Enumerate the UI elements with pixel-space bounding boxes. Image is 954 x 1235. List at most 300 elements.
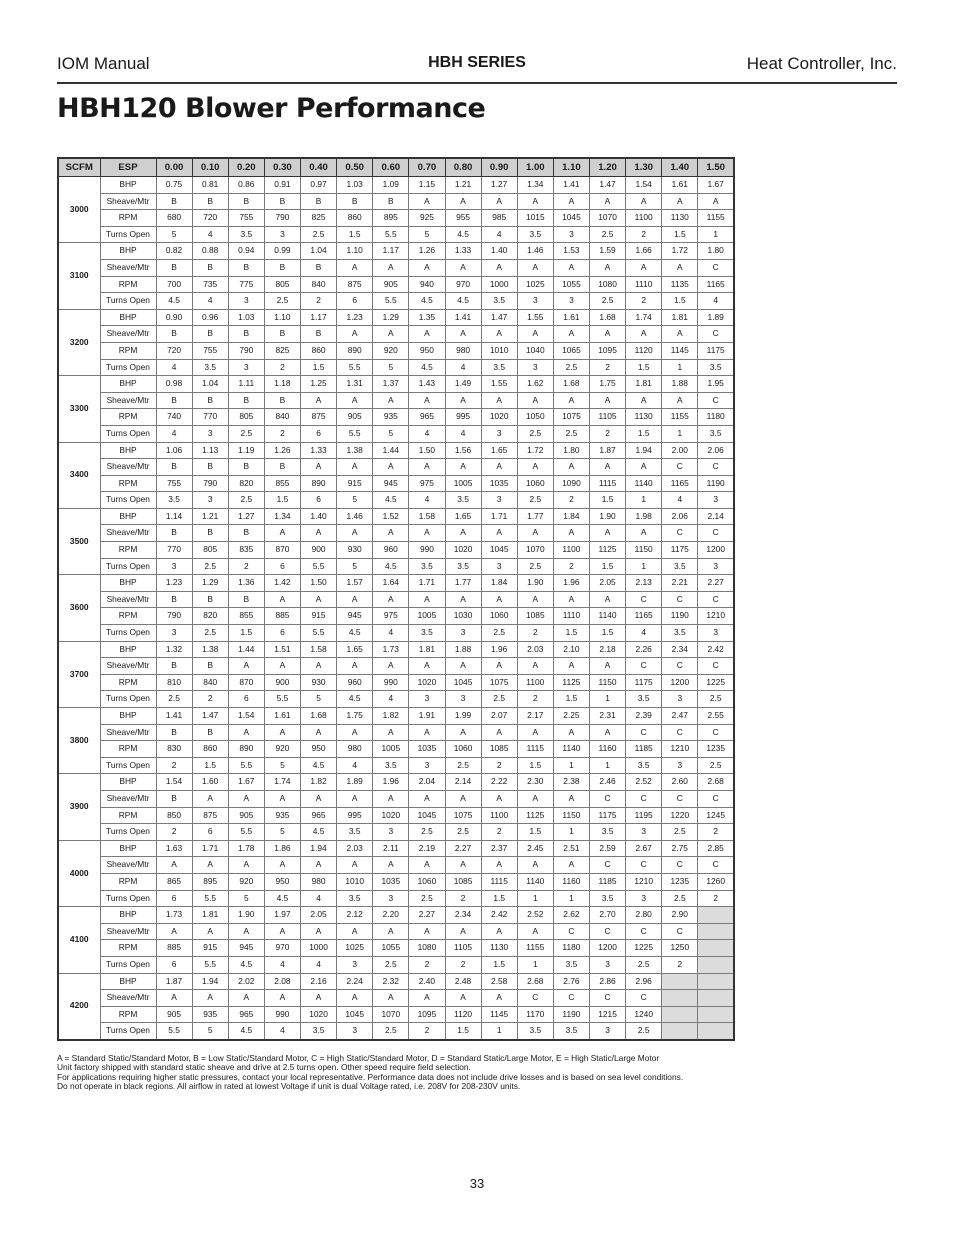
value-cell: A [553, 658, 589, 675]
row-label-cell: RPM [100, 1006, 156, 1023]
row-label-cell: RPM [100, 807, 156, 824]
value-cell: A [156, 923, 192, 940]
row-label-cell: Turns Open [100, 558, 156, 575]
value-cell: 855 [228, 608, 264, 625]
value-cell: 1.06 [156, 442, 192, 459]
value-cell: 1095 [590, 342, 626, 359]
row-label-cell: RPM [100, 542, 156, 559]
value-cell: 1 [590, 757, 626, 774]
value-cell: C [662, 459, 698, 476]
value-cell: 4 [156, 359, 192, 376]
value-cell: 1.67 [698, 177, 734, 194]
column-header: 0.20 [228, 158, 264, 177]
value-cell: 3 [626, 824, 662, 841]
value-cell: 3 [698, 625, 734, 642]
value-cell: 2.52 [626, 774, 662, 791]
value-cell: A [409, 326, 445, 343]
value-cell: 920 [228, 873, 264, 890]
value-cell: 840 [301, 276, 337, 293]
table-row [58, 923, 734, 940]
value-cell: 1165 [698, 276, 734, 293]
row-label-cell: Turns Open [100, 691, 156, 708]
value-cell: 2.05 [590, 575, 626, 592]
value-cell: 0.97 [301, 177, 337, 194]
value-cell: 3.5 [698, 359, 734, 376]
table-row [58, 459, 734, 476]
value-cell: 1.23 [156, 575, 192, 592]
value-cell: A [337, 990, 373, 1007]
value-cell: 1.42 [264, 575, 300, 592]
blank-region-cell [698, 1023, 734, 1040]
value-cell: A [481, 193, 517, 210]
value-cell: 2.5 [698, 691, 734, 708]
value-cell: 1225 [626, 940, 662, 957]
value-cell: 1.47 [590, 177, 626, 194]
value-cell: 1180 [553, 940, 589, 957]
value-cell: 1.29 [192, 575, 228, 592]
table-row [58, 259, 734, 276]
value-cell: 1.23 [337, 309, 373, 326]
value-cell: 1.54 [156, 774, 192, 791]
value-cell: 805 [228, 409, 264, 426]
value-cell: 1045 [445, 674, 481, 691]
column-header: 1.30 [626, 158, 662, 177]
value-cell: 1.88 [445, 641, 481, 658]
value-cell: 835 [228, 542, 264, 559]
column-header: 0.50 [337, 158, 373, 177]
row-label-cell: Turns Open [100, 425, 156, 442]
value-cell: 1.10 [337, 243, 373, 260]
value-cell: 1.96 [481, 641, 517, 658]
row-label-cell: BHP [100, 508, 156, 525]
value-cell: A [156, 857, 192, 874]
value-cell: 860 [337, 210, 373, 227]
row-label-cell: RPM [100, 873, 156, 890]
value-cell: 3 [698, 558, 734, 575]
value-cell: 2 [590, 425, 626, 442]
value-cell: 4.5 [228, 1023, 264, 1040]
value-cell: 3 [626, 890, 662, 907]
value-cell: A [553, 857, 589, 874]
value-cell: 1160 [590, 741, 626, 758]
value-cell: 6 [228, 691, 264, 708]
table-row [58, 873, 734, 890]
value-cell: 805 [192, 542, 228, 559]
value-cell: 950 [264, 873, 300, 890]
blank-region-cell [698, 923, 734, 940]
value-cell: 1.5 [337, 226, 373, 243]
value-cell: B [192, 259, 228, 276]
value-cell: 1150 [590, 674, 626, 691]
value-cell: 3.5 [156, 492, 192, 509]
value-cell: 975 [373, 608, 409, 625]
value-cell: 2.30 [517, 774, 553, 791]
row-label-cell: RPM [100, 475, 156, 492]
value-cell: 700 [156, 276, 192, 293]
value-cell: 2.11 [373, 840, 409, 857]
row-label-cell: Turns Open [100, 956, 156, 973]
value-cell: 1175 [662, 542, 698, 559]
value-cell: B [264, 326, 300, 343]
row-label-cell: RPM [100, 608, 156, 625]
value-cell: 1100 [626, 210, 662, 227]
value-cell: A [590, 525, 626, 542]
value-cell: 2.5 [481, 691, 517, 708]
row-label-cell: BHP [100, 907, 156, 924]
value-cell: 1.67 [228, 774, 264, 791]
table-row [58, 658, 734, 675]
value-cell: A [301, 525, 337, 542]
value-cell: 1095 [409, 1006, 445, 1023]
value-cell: 1085 [481, 741, 517, 758]
value-cell: 820 [192, 608, 228, 625]
value-cell: 1.86 [264, 840, 300, 857]
value-cell: 790 [192, 475, 228, 492]
value-cell: 875 [301, 409, 337, 426]
value-cell: 1.13 [192, 442, 228, 459]
value-cell: 850 [156, 807, 192, 824]
value-cell: A [409, 591, 445, 608]
value-cell: 3.5 [626, 757, 662, 774]
value-cell: 5.5 [156, 1023, 192, 1040]
value-cell: 4 [156, 425, 192, 442]
value-cell: 3 [698, 492, 734, 509]
value-cell: 1.56 [445, 442, 481, 459]
value-cell: 4 [192, 226, 228, 243]
value-cell: 1115 [517, 741, 553, 758]
value-cell: 4.5 [337, 691, 373, 708]
value-cell: 3 [590, 956, 626, 973]
value-cell: A [445, 459, 481, 476]
table-row [58, 674, 734, 691]
value-cell: A [337, 857, 373, 874]
value-cell: 1.04 [301, 243, 337, 260]
value-cell: A [301, 923, 337, 940]
value-cell: A [156, 990, 192, 1007]
value-cell: 3.5 [481, 293, 517, 310]
value-cell: 1 [553, 890, 589, 907]
value-cell: 2.14 [445, 774, 481, 791]
value-cell: 1.5 [553, 625, 589, 642]
value-cell: A [337, 790, 373, 807]
value-cell: B [228, 591, 264, 608]
value-cell: 4.5 [373, 492, 409, 509]
value-cell: 1.75 [590, 376, 626, 393]
value-cell: 990 [409, 542, 445, 559]
value-cell: 1075 [553, 409, 589, 426]
value-cell: 960 [337, 674, 373, 691]
value-cell: 5 [156, 226, 192, 243]
value-cell: 1165 [626, 608, 662, 625]
row-label-cell: Sheave/Mtr [100, 790, 156, 807]
value-cell: 1070 [517, 542, 553, 559]
value-cell: C [626, 658, 662, 675]
value-cell: 1.81 [409, 641, 445, 658]
value-cell: 1140 [517, 873, 553, 890]
column-header: 0.40 [301, 158, 337, 177]
value-cell: 2.5 [301, 226, 337, 243]
value-cell: 4 [445, 359, 481, 376]
row-label-cell: Sheave/Mtr [100, 857, 156, 874]
value-cell: A [553, 790, 589, 807]
value-cell: 2.48 [445, 973, 481, 990]
value-cell: 0.94 [228, 243, 264, 260]
value-cell: 965 [228, 1006, 264, 1023]
value-cell: 1.5 [553, 691, 589, 708]
value-cell: 0.81 [192, 177, 228, 194]
value-cell: 3.5 [698, 425, 734, 442]
value-cell: 790 [228, 342, 264, 359]
value-cell: A [626, 326, 662, 343]
value-cell: 1.38 [337, 442, 373, 459]
value-cell: A [337, 259, 373, 276]
value-cell: 1.89 [698, 309, 734, 326]
value-cell: A [517, 525, 553, 542]
value-cell: 2.05 [301, 907, 337, 924]
value-cell: 920 [373, 342, 409, 359]
value-cell: 1015 [517, 210, 553, 227]
value-cell: 5.5 [373, 293, 409, 310]
row-label-cell: Sheave/Mtr [100, 923, 156, 940]
table-row [58, 558, 734, 575]
value-cell: 0.96 [192, 309, 228, 326]
value-cell: 3.5 [590, 824, 626, 841]
value-cell: 1.5 [264, 492, 300, 509]
value-cell: 1.89 [337, 774, 373, 791]
value-cell: 2.32 [373, 973, 409, 990]
value-cell: 3 [481, 492, 517, 509]
value-cell: 3.5 [481, 359, 517, 376]
value-cell: A [409, 525, 445, 542]
value-cell: 2 [517, 691, 553, 708]
value-cell: A [264, 857, 300, 874]
value-cell: 4.5 [156, 293, 192, 310]
value-cell: 1 [590, 691, 626, 708]
value-cell: 1020 [445, 542, 481, 559]
value-cell: 755 [156, 475, 192, 492]
column-header: 1.20 [590, 158, 626, 177]
value-cell: 1 [626, 558, 662, 575]
value-cell: 6 [264, 625, 300, 642]
value-cell: 5.5 [264, 691, 300, 708]
table-row [58, 608, 734, 625]
value-cell: 1055 [373, 940, 409, 957]
column-header: 0.80 [445, 158, 481, 177]
table-row [58, 807, 734, 824]
value-cell: 1120 [445, 1006, 481, 1023]
value-cell: 5.5 [301, 558, 337, 575]
value-cell: 1.54 [626, 177, 662, 194]
value-cell: 1010 [337, 873, 373, 890]
scfm-cell: 3700 [58, 641, 100, 707]
value-cell: 1.32 [156, 641, 192, 658]
value-cell: B [156, 459, 192, 476]
value-cell: 840 [192, 674, 228, 691]
value-cell: 930 [301, 674, 337, 691]
value-cell: 1085 [517, 608, 553, 625]
value-cell: 2.5 [373, 1023, 409, 1040]
value-cell: 2 [626, 226, 662, 243]
row-label-cell: Turns Open [100, 824, 156, 841]
value-cell: B [156, 658, 192, 675]
value-cell: 1130 [626, 409, 662, 426]
value-cell: 6 [156, 890, 192, 907]
value-cell: 4 [337, 757, 373, 774]
value-cell: C [626, 857, 662, 874]
value-cell: 1.17 [301, 309, 337, 326]
value-cell: 1195 [626, 807, 662, 824]
row-label-cell: Sheave/Mtr [100, 658, 156, 675]
page-header [57, 50, 897, 84]
value-cell: 2 [662, 956, 698, 973]
value-cell: 1.40 [481, 243, 517, 260]
value-cell: 865 [156, 873, 192, 890]
table-row [58, 940, 734, 957]
value-cell: 5 [192, 1023, 228, 1040]
value-cell: 870 [228, 674, 264, 691]
value-cell: 2.02 [228, 973, 264, 990]
value-cell: C [590, 857, 626, 874]
value-cell: 6 [301, 425, 337, 442]
column-header: 1.50 [698, 158, 734, 177]
table-row [58, 376, 734, 393]
value-cell: 1020 [301, 1006, 337, 1023]
value-cell: 1190 [662, 608, 698, 625]
value-cell: 4.5 [373, 558, 409, 575]
value-cell: A [517, 923, 553, 940]
table-row [58, 525, 734, 542]
value-cell: 4 [445, 425, 481, 442]
value-cell: 1010 [481, 342, 517, 359]
value-cell: 5.5 [337, 425, 373, 442]
value-cell: 935 [264, 807, 300, 824]
value-cell: 3.5 [590, 890, 626, 907]
value-cell: 1.19 [228, 442, 264, 459]
value-cell: 1.50 [409, 442, 445, 459]
value-cell: 4 [301, 956, 337, 973]
value-cell: A [228, 923, 264, 940]
value-cell: 1.96 [373, 774, 409, 791]
row-label-cell: Turns Open [100, 890, 156, 907]
value-cell: 1.90 [590, 508, 626, 525]
row-label-cell: Sheave/Mtr [100, 525, 156, 542]
table-row [58, 890, 734, 907]
table-row [58, 857, 734, 874]
value-cell: 3 [373, 824, 409, 841]
value-cell: C [553, 923, 589, 940]
value-cell: C [698, 326, 734, 343]
value-cell: 6 [337, 293, 373, 310]
value-cell: 1075 [481, 674, 517, 691]
value-cell: 1160 [553, 873, 589, 890]
value-cell: 895 [192, 873, 228, 890]
value-cell: 1175 [698, 342, 734, 359]
value-cell: 825 [264, 342, 300, 359]
value-cell: A [445, 923, 481, 940]
row-label-cell: BHP [100, 309, 156, 326]
value-cell: 1200 [662, 674, 698, 691]
value-cell: A [590, 392, 626, 409]
value-cell: 2 [553, 492, 589, 509]
value-cell: 905 [373, 276, 409, 293]
table-row [58, 210, 734, 227]
value-cell: 2.86 [590, 973, 626, 990]
value-cell: 890 [301, 475, 337, 492]
value-cell: 1.49 [445, 376, 481, 393]
value-cell: A [409, 459, 445, 476]
value-cell: 950 [409, 342, 445, 359]
value-cell: A [301, 658, 337, 675]
value-cell: C [698, 525, 734, 542]
value-cell: A [445, 259, 481, 276]
blank-region-cell [662, 973, 698, 990]
value-cell: A [445, 326, 481, 343]
value-cell: 5.5 [192, 956, 228, 973]
value-cell: 945 [228, 940, 264, 957]
value-cell: 3.5 [626, 691, 662, 708]
row-label-cell: Turns Open [100, 1023, 156, 1040]
value-cell: 1.77 [517, 508, 553, 525]
value-cell: 3 [553, 293, 589, 310]
value-cell: A [337, 591, 373, 608]
value-cell: A [698, 193, 734, 210]
value-cell: A [553, 326, 589, 343]
value-cell: 925 [409, 210, 445, 227]
value-cell: B [156, 193, 192, 210]
value-cell: 1.99 [445, 708, 481, 725]
value-cell: 1.47 [481, 309, 517, 326]
value-cell: 1175 [626, 674, 662, 691]
value-cell: B [192, 591, 228, 608]
value-cell: A [445, 990, 481, 1007]
table-row [58, 691, 734, 708]
row-label-cell: RPM [100, 741, 156, 758]
value-cell: B [156, 326, 192, 343]
value-cell: 2.34 [445, 907, 481, 924]
value-cell: 1000 [481, 276, 517, 293]
value-cell: 755 [228, 210, 264, 227]
value-cell: 1.71 [481, 508, 517, 525]
value-cell: C [698, 724, 734, 741]
value-cell: A [626, 259, 662, 276]
value-cell: 1.50 [301, 575, 337, 592]
value-cell: 980 [301, 873, 337, 890]
table-row [58, 392, 734, 409]
value-cell: 805 [264, 276, 300, 293]
value-cell: 1 [662, 425, 698, 442]
value-cell: 810 [156, 674, 192, 691]
table-row [58, 226, 734, 243]
value-cell: 1215 [590, 1006, 626, 1023]
row-label-cell: BHP [100, 376, 156, 393]
value-cell: 3.5 [662, 625, 698, 642]
value-cell: 1220 [662, 807, 698, 824]
value-cell: 2.68 [517, 973, 553, 990]
value-cell: 1.43 [409, 376, 445, 393]
value-cell: 990 [373, 674, 409, 691]
value-cell: 1.68 [590, 309, 626, 326]
value-cell: 1125 [553, 674, 589, 691]
value-cell: 1025 [517, 276, 553, 293]
value-cell: 1.66 [626, 243, 662, 260]
value-cell: A [264, 525, 300, 542]
value-cell: 1.90 [517, 575, 553, 592]
value-cell: 2.5 [517, 558, 553, 575]
table-row [58, 508, 734, 525]
value-cell: 3 [156, 625, 192, 642]
value-cell: 2.5 [373, 956, 409, 973]
table-body [58, 177, 734, 1040]
